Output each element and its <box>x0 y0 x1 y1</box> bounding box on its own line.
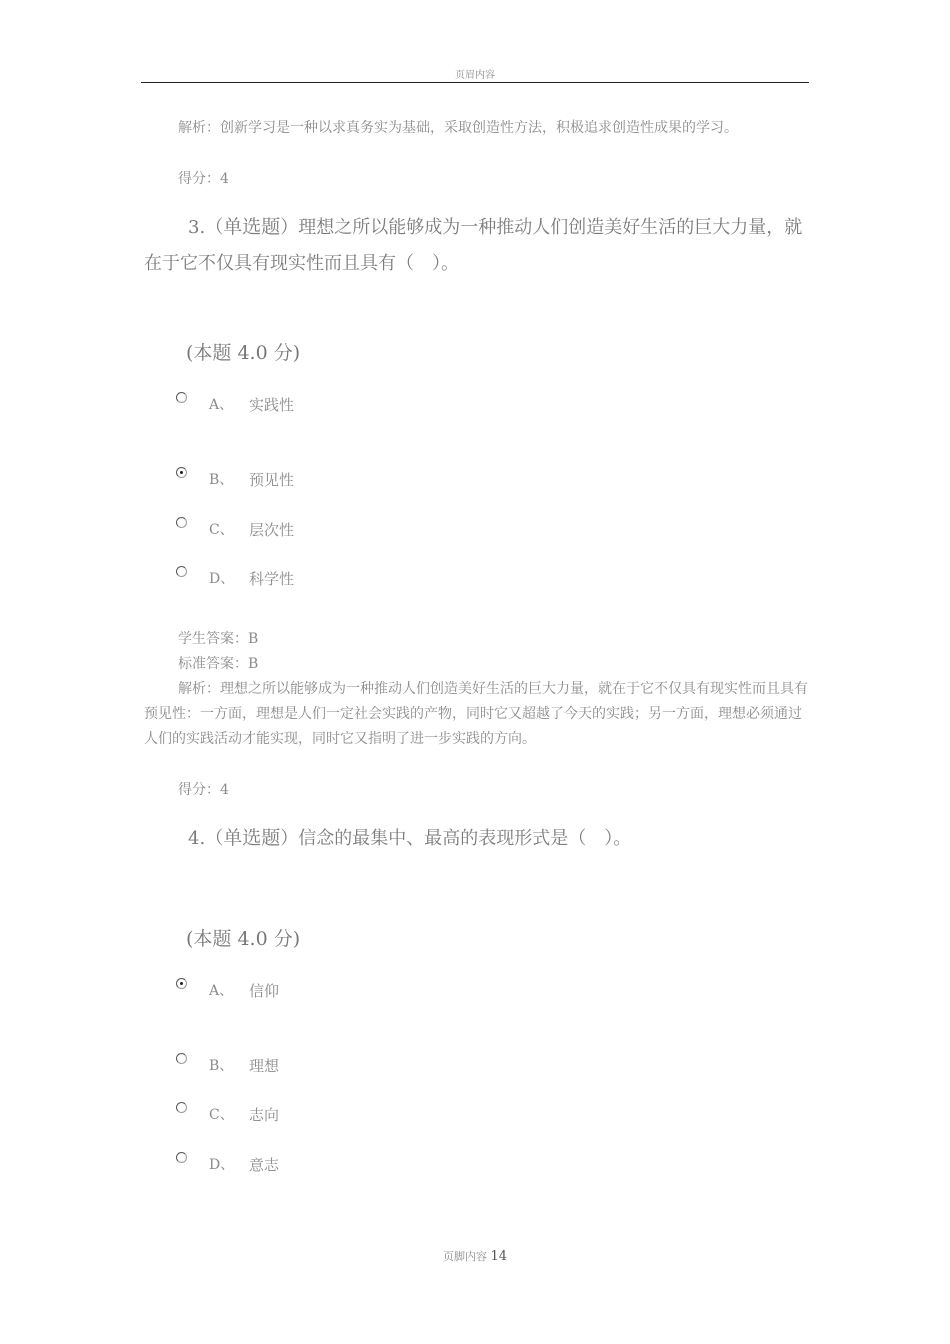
option-letter: D、 <box>209 571 235 587</box>
option-letter: A、 <box>209 983 234 999</box>
option-text: 信仰 <box>249 981 280 1000</box>
q3-standard-answer: 标准答案：B <box>178 656 259 672</box>
prev-analysis: 解析：创新学习是一种以求真务实为基础，采取创造性方法，积极追求创造性成果的学习。 <box>178 120 738 136</box>
question-number: 3. <box>188 217 206 238</box>
q3-option-d[interactable] <box>176 566 294 590</box>
page-number: 14 <box>490 1249 508 1264</box>
q3-option-b[interactable] <box>176 467 294 491</box>
option-letter: C、 <box>209 522 234 538</box>
prev-score: 得分：4 <box>178 171 229 187</box>
footer-text: 页脚内容 <box>442 1250 487 1263</box>
q3-student-answer: 学生答案：B <box>178 631 259 647</box>
option-text: 理想 <box>249 1056 280 1075</box>
question-type: 单选题 <box>223 216 281 238</box>
q3-score: 得分：4 <box>178 782 229 798</box>
q3-option-c[interactable] <box>176 517 294 541</box>
question-4-points: (本题 4.0 分) <box>186 928 301 950</box>
paren-open: （ <box>205 217 224 238</box>
page-footer <box>0 1248 950 1264</box>
q4-option-c[interactable] <box>176 1102 279 1126</box>
radio-button[interactable] <box>176 566 187 577</box>
radio-button-checked[interactable] <box>176 467 187 478</box>
radio-button[interactable] <box>176 1152 187 1163</box>
q3-option-a[interactable] <box>176 392 294 416</box>
option-letter: B、 <box>209 1058 234 1074</box>
question-text: 信念的最集中、最高的表现形式是（ ）。 <box>298 828 632 849</box>
question-number: 4. <box>188 828 206 849</box>
question-3-title <box>144 209 810 282</box>
paren-close: ） <box>280 217 299 238</box>
header-divider <box>141 82 809 83</box>
question-3-points: (本题 4.0 分) <box>186 342 301 364</box>
q4-option-a[interactable] <box>176 978 279 1002</box>
page-header: 页眉内容 <box>455 70 495 81</box>
q4-option-d[interactable] <box>176 1152 279 1176</box>
q3-analysis: 解析：理想之所以能够成为一种推动人们创造美好生活的巨大力量，就在于它不仅具有现实性而且具有预见性：一方面，理想是人们一定社会实践的产物，同时它又超越了今天的实践；另一方面，理想必须通过人们的实践活动才能实现，同时它又指明了进一步实践的方向。 <box>144 681 808 747</box>
paren-close: ） <box>280 828 299 849</box>
option-text: 层次性 <box>249 520 295 539</box>
radio-button[interactable] <box>176 1102 187 1113</box>
option-letter: D、 <box>209 1157 235 1173</box>
question-type: 单选题 <box>223 827 281 849</box>
option-letter: A、 <box>209 397 234 413</box>
option-text: 意志 <box>249 1155 280 1174</box>
option-text: 实践性 <box>249 395 295 414</box>
option-letter: B、 <box>209 472 234 488</box>
option-text: 科学性 <box>249 569 295 588</box>
radio-button[interactable] <box>176 392 187 403</box>
paren-open: （ <box>205 828 224 849</box>
option-text: 志向 <box>249 1105 280 1124</box>
radio-button-checked[interactable] <box>176 978 187 989</box>
question-text: 理想之所以能够成为一种推动人们创造美好生活的巨大力量，就在于它不仅具有现实性而且具有（ ）。 <box>144 217 803 274</box>
option-letter: C、 <box>209 1107 234 1123</box>
radio-button[interactable] <box>176 517 187 528</box>
option-text: 预见性 <box>249 470 295 489</box>
radio-button[interactable] <box>176 1053 187 1064</box>
question-4-title <box>144 820 810 857</box>
q4-option-b[interactable] <box>176 1053 279 1077</box>
